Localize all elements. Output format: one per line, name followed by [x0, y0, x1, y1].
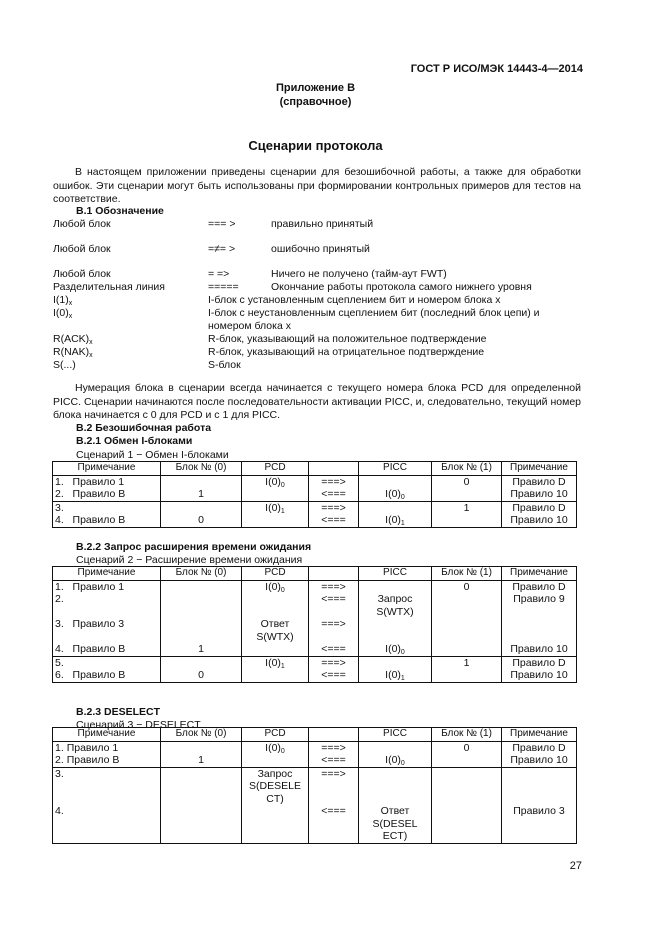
row-note: 1. Правило 1 2. 3. Правило 3 4. Правило B — [53, 580, 161, 656]
arrow-cell: ===> <=== — [309, 656, 359, 682]
notation-row — [53, 359, 573, 372]
arrow-cell: <=== — [309, 514, 359, 527]
block-pcd — [161, 501, 242, 514]
rule-cell: Правило D — [502, 475, 577, 488]
notation-term: Разделительная линия — [53, 281, 165, 293]
b2-heading: В.2 Безошибочная работа — [76, 422, 212, 434]
pcd-cell: $I(0)_1$ — [242, 501, 309, 514]
table-header-row — [53, 728, 577, 742]
block-picc: 0 — [432, 475, 502, 488]
row-note: 5. 6. Правило B — [53, 656, 161, 682]
notation-row — [53, 346, 573, 359]
table-header-row — [53, 462, 577, 476]
notation-row — [53, 281, 573, 294]
col-header: Примечание — [502, 462, 577, 476]
block-pcd: 0 — [161, 656, 242, 682]
picc-cell: $I(0)_1$ — [359, 514, 432, 527]
numbering-paragraph: Нумерация блока в сценарии всегда начинается с текущего номера блока PCD для определенной PICC. Сценарии начинаются после последовательности активации PICC, и, следовательно, текущий номер блока начинается с 0 для PCD и с 1 для PICC. — [53, 382, 581, 421]
notation-row — [53, 294, 573, 307]
table-header-row — [53, 567, 577, 581]
notation-term: $R(NAK)_x$ — [53, 346, 93, 359]
notation-symbol: ===== — [208, 281, 239, 293]
col-header: PICC — [359, 728, 432, 742]
pcd-cell: $I(0)_0$ Ответ S(WTX) — [242, 580, 309, 656]
notation-term: Любой блок — [53, 218, 111, 230]
block-pcd: 1 — [161, 488, 242, 501]
pcd-cell: $I(0)_0$ — [242, 475, 309, 488]
notation-term: Любой блок — [53, 243, 111, 255]
block-pcd — [161, 475, 242, 488]
row-note: 1. Правило 1 — [53, 475, 161, 488]
col-header: Блок № (1) — [432, 567, 502, 581]
notation-desc: R-блок, указывающий на отрицательное подтверждение — [208, 346, 485, 358]
rule-cell: Правило D Правило 10 — [502, 741, 577, 767]
col-header: Примечание — [53, 728, 161, 742]
notation-desc: S-блок — [208, 359, 241, 371]
pcd-cell: Запрос S(DESELE CT) — [242, 767, 309, 843]
notation-row — [53, 268, 573, 281]
col-header: Блок № (1) — [432, 462, 502, 476]
notation-desc: правильно принятый — [271, 218, 374, 230]
section-title: Сценарии протокола — [248, 138, 383, 153]
notation-desc: R-блок, указывающий на положительное подтверждение — [208, 333, 487, 345]
block-pcd: 0 — [161, 514, 242, 527]
picc-cell — [359, 475, 432, 488]
col-header — [309, 567, 359, 581]
table-row — [53, 741, 577, 767]
pcd-cell — [242, 514, 309, 527]
col-header: Примечание — [502, 567, 577, 581]
rule-cell: Правило 10 — [502, 514, 577, 527]
notation-symbol: =≠= > — [208, 243, 236, 255]
scenario1-caption: Сценарий 1 − Обмен I-блоками — [76, 449, 229, 461]
row-note: 3. — [53, 501, 161, 514]
page-number: 27 — [569, 860, 582, 872]
notation-desc: I-блок с неустановленным сцеплением бит (последний блок цепи) и номером блока x — [208, 307, 540, 332]
notation-row — [53, 218, 573, 231]
block-picc: 0 — [432, 580, 502, 656]
scenario3-caption: Сценарий 3 − DESELECT — [76, 719, 201, 731]
notation-row — [53, 333, 573, 346]
picc-cell — [359, 501, 432, 514]
col-header: PICC — [359, 567, 432, 581]
row-note: 4. Правило B — [53, 514, 161, 527]
rule-cell: Правило D — [502, 501, 577, 514]
rule-cell: Правило D Правило 10 — [502, 656, 577, 682]
arrow-cell: <=== — [309, 488, 359, 501]
block-picc: 1 — [432, 656, 502, 682]
notation-term: S(...) — [53, 359, 76, 371]
block-pcd: 1 — [161, 741, 242, 767]
arrow-cell: ===> <=== ===> <=== — [309, 580, 359, 656]
intro-paragraph: В настоящем приложении приведены сценарии для безошибочной работы, а также для обработки ошибок. Эти сценарии могут быть использованы при формировании контрольных примеров для тестов на соответствие. — [53, 166, 581, 205]
notation-term: $I(0)_x$ — [53, 307, 73, 320]
notation-row — [53, 307, 573, 333]
scenario3-table — [52, 727, 577, 844]
block-picc — [432, 767, 502, 843]
table-row — [53, 475, 577, 488]
notation-desc: Окончание работы протокола самого нижнего уровня — [271, 281, 532, 293]
row-note: 1. Правило 1 2. Правило B — [53, 741, 161, 767]
col-header: Блок № (0) — [161, 462, 242, 476]
col-header — [309, 462, 359, 476]
row-note: 2. Правило B — [53, 488, 161, 501]
arrow-cell: ===> <=== — [309, 767, 359, 843]
table-row — [53, 767, 577, 843]
picc-cell: Запрос S(WTX) $I(0)_0$ — [359, 580, 432, 656]
table-row — [53, 488, 577, 501]
table-row — [53, 656, 577, 682]
col-header: PCD — [242, 462, 309, 476]
col-header: Примечание — [502, 728, 577, 742]
notation-term: $R(ACK)_x$ — [53, 333, 93, 346]
scenario2-table — [52, 566, 577, 683]
col-header: Примечание — [53, 567, 161, 581]
col-header: PCD — [242, 728, 309, 742]
b23-heading: В.2.3 DESELECT — [76, 706, 161, 718]
rule-cell: Правило 3 — [502, 767, 577, 843]
col-header: Блок № (0) — [161, 728, 242, 742]
scenario2-caption: Сценарий 2 − Расширение времени ожидания — [76, 554, 303, 566]
pcd-cell: $I(0)_1$ — [242, 656, 309, 682]
annex-title: Приложение В — [275, 82, 356, 94]
rule-cell: Правило 10 — [502, 488, 577, 501]
table-row — [53, 580, 577, 656]
col-header — [309, 728, 359, 742]
notation-symbol: === > — [208, 218, 236, 230]
notation-row — [53, 243, 573, 256]
block-picc: 0 — [432, 741, 502, 767]
standard-header: ГОСТ Р ИСО/МЭК 14443-4—2014 — [410, 63, 583, 75]
picc-cell: $I(0)_1$ — [359, 656, 432, 682]
block-pcd — [161, 767, 242, 843]
pcd-cell — [242, 488, 309, 501]
rule-cell: Правило D Правило 9 Правило 10 — [502, 580, 577, 656]
notation-desc: Ничего не получено (тайм-аут FWT) — [271, 268, 447, 280]
pcd-cell: $I(0)_0$ — [242, 741, 309, 767]
b21-heading: В.2.1 Обмен I-блоками — [76, 435, 193, 447]
block-picc: 1 — [432, 501, 502, 514]
arrow-cell: ===> <=== — [309, 741, 359, 767]
block-picc — [432, 488, 502, 501]
picc-cell: $I(0)_0$ — [359, 741, 432, 767]
table-row — [53, 501, 577, 514]
col-header: Блок № (1) — [432, 728, 502, 742]
col-header: Блок № (0) — [161, 567, 242, 581]
notation-symbol: = => — [208, 268, 230, 280]
b22-heading: В.2.2 Запрос расширения времени ожидания — [76, 541, 312, 553]
arrow-cell: ===> — [309, 475, 359, 488]
col-header: PCD — [242, 567, 309, 581]
col-header: Примечание — [53, 462, 161, 476]
scenario1-table — [52, 461, 577, 528]
table-row — [53, 514, 577, 527]
notation-term: Любой блок — [53, 268, 111, 280]
col-header: PICC — [359, 462, 432, 476]
annex-subtitle: (справочное) — [279, 96, 352, 108]
block-pcd: 1 — [161, 580, 242, 656]
notation-term: $I(1)_x$ — [53, 294, 73, 307]
picc-cell: $I(0)_0$ — [359, 488, 432, 501]
notation-desc: I-блок с установленным сцеплением бит и номером блока x — [208, 294, 501, 306]
arrow-cell: ===> — [309, 501, 359, 514]
notation-desc: ошибочно принятый — [271, 243, 370, 255]
row-note: 3. 4. — [53, 767, 161, 843]
notation-heading: В.1 Обозначение — [76, 205, 164, 217]
block-picc — [432, 514, 502, 527]
picc-cell: Ответ S(DESEL ECT) — [359, 767, 432, 843]
